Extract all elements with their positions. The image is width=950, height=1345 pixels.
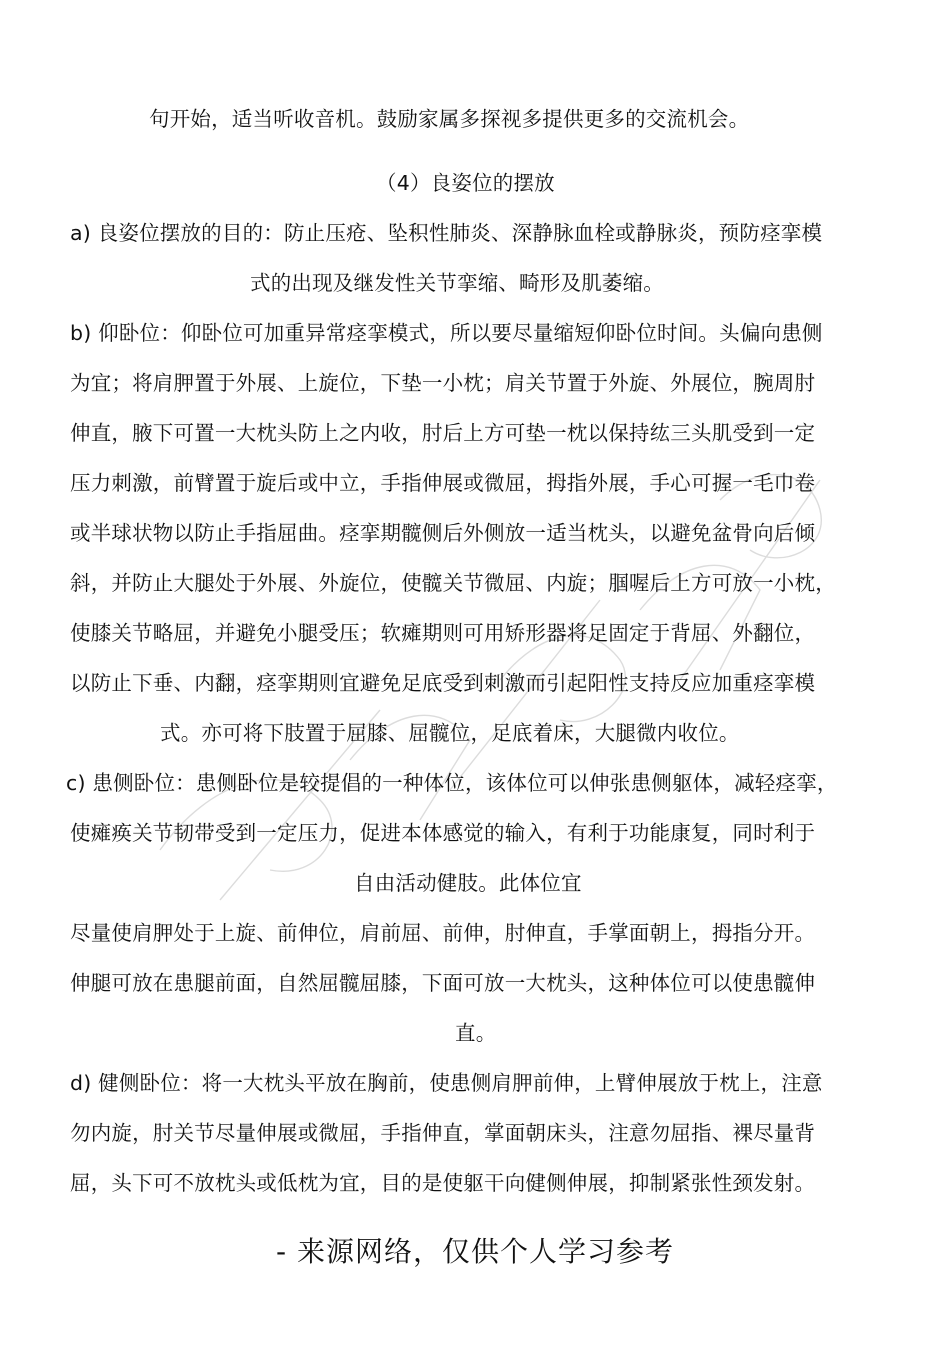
text-line-3: a) 良姿位摆放的目的：防止压疮、坠积性肺炎、深静脉血栓或静脉炎，预防痉挛模 bbox=[70, 221, 823, 245]
text-line-9: 或半球状物以防止手指屈曲。痉挛期髋侧后外侧放一适当枕头，以避免盆骨向后倾 bbox=[70, 521, 816, 545]
text-line-5: b) 仰卧位：仰卧位可加重异常痉挛模式，所以要尽量缩短仰卧位时间。头偏向患侧 bbox=[70, 321, 823, 345]
text-line-11: 使膝关节略屈，并避免小腿受压；软瘫期则可用矫形器将足固定于背屈、外翻位， bbox=[70, 621, 816, 645]
text-line-17: 尽量使肩胛处于上旋、前伸位，肩前屈、前伸，肘伸直，手掌面朝上，拇指分开。 bbox=[70, 921, 816, 945]
text-line-12: 以防止下垂、内翻，痉挛期则宜避免足底受到刺激而引起阳性支持反应加重痉挛模 bbox=[70, 671, 816, 695]
text-line-15: 使瘫痪关节韧带受到一定压力，促进本体感觉的输入，有利于功能康复，同时利于 bbox=[70, 821, 816, 845]
watermark bbox=[120, 380, 880, 940]
text-line-7: 伸直，腋下可置一大枕头防上之内收，肘后上方可垫一枕以保持纮三头肌受到一定 bbox=[70, 421, 816, 445]
text-line-13: 式。亦可将下肢置于屈膝、屈髋位，足底着床，大腿微内收位。 bbox=[160, 721, 740, 745]
text-line-10: 斜，并防止大腿处于外展、外旋位，使髋关节微屈、内旋；腘喔后上方可放一小枕， bbox=[70, 571, 836, 595]
text-line-6: 为宜；将肩胛置于外展、上旋位，下垫一小枕；肩关节置于外旋、外展位，腕周肘 bbox=[70, 371, 816, 395]
text-line-14: c) 患侧卧位：患侧卧位是较提倡的一种体位，该体位可以伸张患侧躯体，减轻痉挛， bbox=[66, 771, 838, 795]
section-heading: （4）良姿位的摆放 bbox=[376, 171, 555, 195]
text-line-16: 自由活动健肢。此体位宜 bbox=[354, 871, 582, 895]
text-line-19: 直。 bbox=[455, 1021, 497, 1045]
footer-note: - 来源网络，仅供个人学习参考 bbox=[275, 1235, 674, 1268]
text-line-8: 压力刺激，前臂置于旋后或中立，手指伸展或微屈，拇指外展，手心可握一毛巾卷 bbox=[70, 471, 816, 495]
text-line-21: 勿内旋，肘关节尽量伸展或微屈，手指伸直，掌面朝床头，注意勿屈指、裸尽量背 bbox=[70, 1121, 816, 1145]
text-line-1: 句开始，适当听收音机。鼓励家属多探视多提供更多的交流机会。 bbox=[149, 107, 750, 131]
text-line-20: d) 健侧卧位：将一大枕头平放在胸前，使患侧肩胛前伸，上臂伸展放于枕上，注意 bbox=[70, 1071, 823, 1095]
text-line-4: 式的出现及继发性关节挛缩、畸形及肌萎缩。 bbox=[250, 271, 664, 295]
text-line-22: 屈，头下可不放枕头或低枕为宜，目的是使躯干向健侧伸展，抑制紧张性颈发射。 bbox=[70, 1171, 816, 1195]
text-line-18: 伸腿可放在患腿前面，自然屈髋屈膝，下面可放一大枕头，这种体位可以使患髋伸 bbox=[70, 971, 816, 995]
